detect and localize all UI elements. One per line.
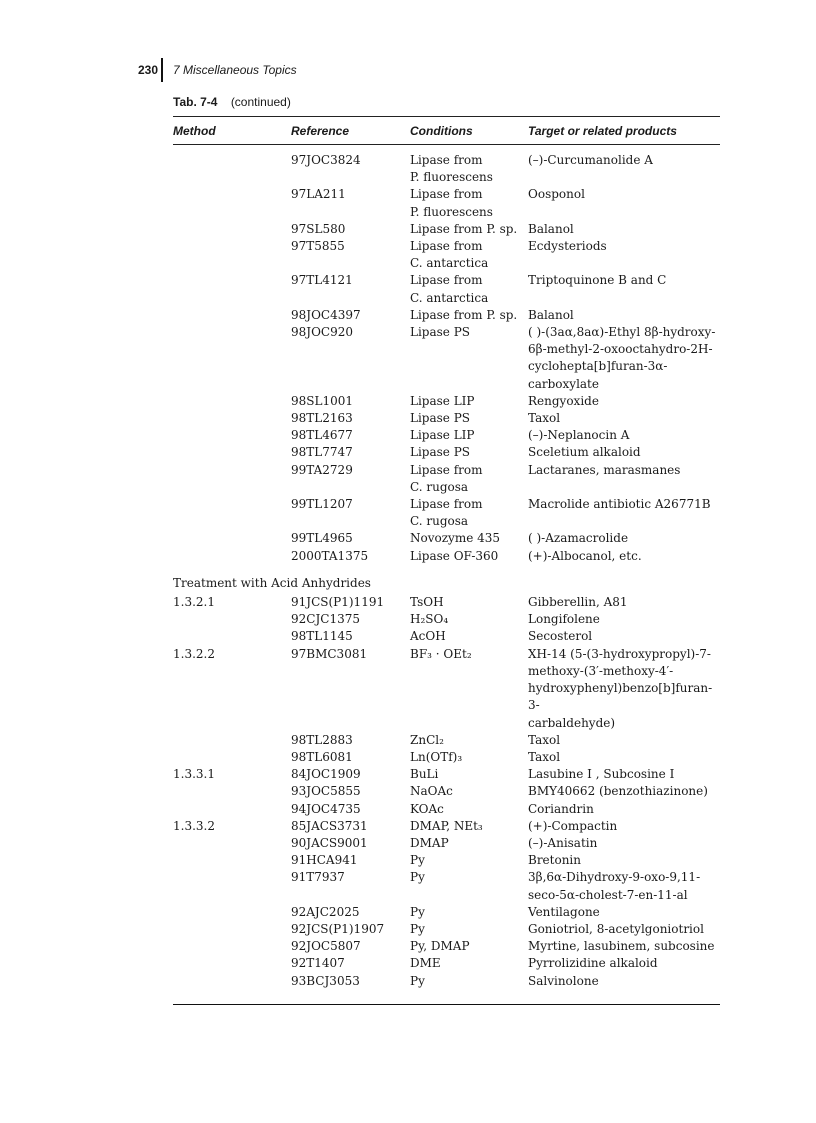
cell-target: (–)-Anisatin (528, 835, 598, 850)
cell-conditions: Lipase from P. fluorescens (410, 187, 493, 219)
cell-reference: 98TL4677 (291, 428, 353, 443)
cell-reference: 98TL2883 (291, 732, 353, 747)
cell-method (173, 921, 291, 938)
cell-conditions: Lipase from C. rugosa (410, 462, 483, 494)
cell-target: (+)-Compactin (528, 818, 618, 833)
cell-target: Goniotriol, 8-acetylgoniotriol (528, 921, 704, 936)
cell-target: Ventilagone (528, 904, 600, 919)
cell-method (173, 530, 291, 547)
table-row (173, 732, 720, 749)
cell-method (173, 548, 291, 565)
table-row (173, 307, 720, 324)
table-row (173, 749, 720, 766)
cell-method (173, 835, 291, 852)
cell-target: Balanol (528, 221, 574, 236)
cell-method (173, 238, 291, 272)
cell-method (173, 444, 291, 461)
cell-conditions: Lipase PS (410, 411, 471, 426)
cell-reference: 92T1407 (291, 956, 345, 971)
cell-method (173, 152, 291, 186)
table-row (173, 646, 720, 732)
cell-reference: 84JOC1909 (291, 767, 361, 782)
cell-target: Taxol (528, 749, 561, 764)
cell-method (173, 783, 291, 800)
table-header-row (173, 117, 720, 144)
cell-method (173, 611, 291, 628)
cell-reference: 92JOC5807 (291, 939, 361, 954)
table-row (173, 548, 720, 565)
table-row (173, 594, 720, 611)
header-divider (161, 58, 163, 82)
cell-target: Taxol (528, 732, 561, 747)
cell-conditions: H₂SO₄ (410, 612, 449, 627)
cell-target: Bretonin (528, 853, 581, 868)
cell-conditions: Lipase LIP (410, 428, 475, 443)
cell-reference: 97BMC3081 (291, 646, 368, 661)
cell-target: Ecdysteriods (528, 239, 607, 254)
cell-reference: 98JOC4397 (291, 307, 361, 322)
cell-method (173, 955, 291, 972)
chapter-title: 7 Miscellaneous Topics (173, 63, 297, 77)
cell-target: (–)-Curcumanolide A (528, 153, 653, 167)
table-row (173, 973, 720, 990)
cell-reference: 97T5855 (291, 239, 345, 254)
table-row (173, 818, 720, 835)
cell-conditions: KOAc (410, 801, 444, 816)
cell-target: (+)-Albocanol, etc. (528, 548, 642, 563)
cell-conditions: Py (410, 973, 425, 988)
cell-reference: 98TL7747 (291, 445, 353, 460)
section-heading: Treatment with Acid Anhydrides (173, 575, 371, 590)
cell-conditions: Lipase OF-360 (410, 548, 499, 563)
cell-conditions: Lipase LIP (410, 393, 475, 408)
cell-method: 1.3.2.2 (173, 646, 215, 661)
cell-method (173, 324, 291, 393)
cell-method (173, 801, 291, 818)
table-row (173, 835, 720, 852)
table-bottom-rule (173, 1004, 720, 1005)
cell-conditions: Lipase PS (410, 445, 471, 460)
cell-reference: 98SL1001 (291, 393, 353, 408)
running-header (0, 58, 816, 82)
table-caption (173, 95, 291, 109)
table-row (173, 766, 720, 783)
table-row (173, 462, 720, 496)
cell-target: Rengyoxide (528, 393, 599, 408)
cell-reference: 2000TA1375 (291, 548, 369, 563)
cell-conditions: Ln(OTf)₃ (410, 749, 463, 764)
cell-method (173, 410, 291, 427)
column-header-reference: Reference (291, 123, 350, 138)
table-row (173, 628, 720, 645)
cell-reference: 97SL580 (291, 221, 346, 236)
cell-target: Pyrrolizidine alkaloid (528, 956, 658, 971)
cell-conditions: AcOH (410, 629, 446, 644)
table-row (173, 427, 720, 444)
cell-method (173, 427, 291, 444)
cell-reference: 85JACS3731 (291, 818, 368, 833)
cell-conditions: Py (410, 870, 425, 885)
cell-method (173, 272, 291, 306)
cell-target: XH-14 (5-(3-hydroxypropyl)-7- methoxy-(3′-methoxy-4′- hydroxyphenyl)benzo[b]furan-3- carbaldehyde) (528, 646, 713, 730)
cell-method (173, 904, 291, 921)
cell-conditions: Lipase from P. fluorescens (410, 153, 493, 185)
cell-target: Sceletium alkaloid (528, 445, 641, 460)
table-label: Tab. 7-4 (173, 95, 218, 109)
table-row (173, 221, 720, 238)
cell-method (173, 307, 291, 324)
table-row (173, 869, 720, 903)
table-row (173, 410, 720, 427)
cell-conditions: Lipase PS (410, 325, 471, 340)
cell-method: 1.3.3.2 (173, 818, 215, 833)
cell-reference: 91JCS(P1)1191 (291, 595, 385, 610)
cell-conditions: Py (410, 853, 425, 868)
cell-conditions: BuLi (410, 767, 439, 782)
cell-reference: 92AJC2025 (291, 904, 360, 919)
cell-conditions: Py, DMAP (410, 939, 470, 954)
cell-target: Gibberellin, A81 (528, 595, 628, 610)
cell-reference: 92JCS(P1)1907 (291, 921, 385, 936)
cell-conditions: NaOAc (410, 784, 453, 799)
cell-reference: 98TL2163 (291, 411, 353, 426)
cell-conditions: BF₃ · OEt₂ (410, 646, 472, 661)
cell-reference: 98TL1145 (291, 629, 353, 644)
table-row (173, 955, 720, 972)
cell-method (173, 749, 291, 766)
cell-target: Triptoquinone B and C (528, 273, 667, 288)
cell-target: Salvinolone (528, 973, 599, 988)
cell-target: BMY40662 (benzothiazinone) (528, 784, 708, 799)
cell-conditions: DMAP, NEt₃ (410, 818, 483, 833)
cell-target: Coriandrin (528, 801, 594, 816)
cell-reference: 97LA211 (291, 187, 346, 202)
cell-conditions: Lipase from C. antarctica (410, 239, 489, 271)
table-row (173, 611, 720, 628)
table-row (173, 152, 720, 186)
table-row (173, 444, 720, 461)
cell-conditions: Lipase from P. sp. (410, 221, 518, 236)
cell-target: Balanol (528, 307, 574, 322)
column-header-conditions: Conditions (410, 123, 473, 138)
cell-reference: 97TL4121 (291, 273, 353, 288)
cell-conditions: DME (410, 956, 441, 971)
cell-target: ( )-Azamacrolide (528, 531, 629, 546)
cell-method (173, 869, 291, 903)
cell-conditions: Lipase from C. antarctica (410, 273, 489, 305)
cell-reference: 93BCJ3053 (291, 973, 360, 988)
table-rows-group-2 (173, 594, 720, 990)
cell-reference: 99TL1207 (291, 497, 353, 512)
cell-conditions: Py (410, 921, 425, 936)
cell-reference: 90JACS9001 (291, 835, 368, 850)
table-row (173, 238, 720, 272)
table-row (173, 852, 720, 869)
cell-method (173, 186, 291, 220)
cell-reference: 98TL6081 (291, 749, 353, 764)
cell-reference: 94JOC4735 (291, 801, 361, 816)
cell-target: Longifolene (528, 612, 600, 627)
cell-method (173, 393, 291, 410)
table-row (173, 783, 720, 800)
table-body (173, 145, 720, 990)
table-row (173, 324, 720, 393)
cell-target: Secosterol (528, 629, 593, 644)
cell-conditions: Lipase from P. sp. (410, 307, 518, 322)
table-row (173, 921, 720, 938)
cell-method: 1.3.2.1 (173, 595, 215, 610)
table-caption-text: (continued) (230, 95, 291, 109)
page-number: 230 (137, 63, 158, 77)
cell-method: 1.3.3.1 (173, 767, 215, 782)
table-row (173, 393, 720, 410)
table-row (173, 801, 720, 818)
table-rows-group-1 (173, 152, 720, 565)
cell-reference: 99TL4965 (291, 531, 353, 546)
column-header-method: Method (173, 123, 216, 138)
cell-method (173, 973, 291, 990)
cell-target: Lasubine I , Subcosine I (528, 767, 675, 782)
cell-conditions: TsOH (410, 595, 444, 610)
cell-reference: 93JOC5855 (291, 784, 361, 799)
cell-method (173, 462, 291, 496)
cell-target: Taxol (528, 411, 561, 426)
cell-method (173, 938, 291, 955)
cell-target: (–)-Neplanocin A (528, 428, 630, 443)
table-row (173, 496, 720, 530)
cell-conditions: DMAP (410, 835, 449, 850)
cell-reference: 97JOC3824 (291, 153, 361, 167)
cell-target: Lactaranes, marasmanes (528, 462, 681, 477)
cell-method (173, 496, 291, 530)
table-row (173, 530, 720, 547)
table-row (173, 186, 720, 220)
cell-reference: 92CJC1375 (291, 612, 360, 627)
reference-table (173, 116, 720, 1005)
cell-method (173, 628, 291, 645)
cell-reference: 91T7937 (291, 870, 345, 885)
cell-target: Myrtine, lasubinem, subcosine (528, 939, 715, 954)
cell-conditions: ZnCl₂ (410, 732, 444, 747)
cell-target: Macrolide antibiotic A26771B (528, 497, 711, 512)
cell-conditions: Lipase from C. rugosa (410, 497, 483, 529)
table-row (173, 272, 720, 306)
cell-target: ( )-(3aα,8aα)-Ethyl 8β-hydroxy- 6β-methyl-2-oxooctahydro-2H- cyclohepta[b]furan-3α-carboxylate (528, 325, 716, 391)
cell-target: Oosponol (528, 187, 585, 202)
cell-reference: 98JOC920 (291, 325, 354, 340)
cell-method (173, 732, 291, 749)
cell-method (173, 852, 291, 869)
cell-target: 3β,6α-Dihydroxy-9-oxo-9,11- seco-5α-cholest-7-en-11-al (528, 870, 701, 902)
column-header-target: Target or related products (528, 123, 677, 138)
cell-conditions: Novozyme 435 (410, 531, 501, 546)
table-row (173, 904, 720, 921)
cell-conditions: Py (410, 904, 425, 919)
cell-reference: 91HCA941 (291, 853, 358, 868)
cell-method (173, 221, 291, 238)
cell-reference: 99TA2729 (291, 462, 353, 477)
table-row (173, 938, 720, 955)
